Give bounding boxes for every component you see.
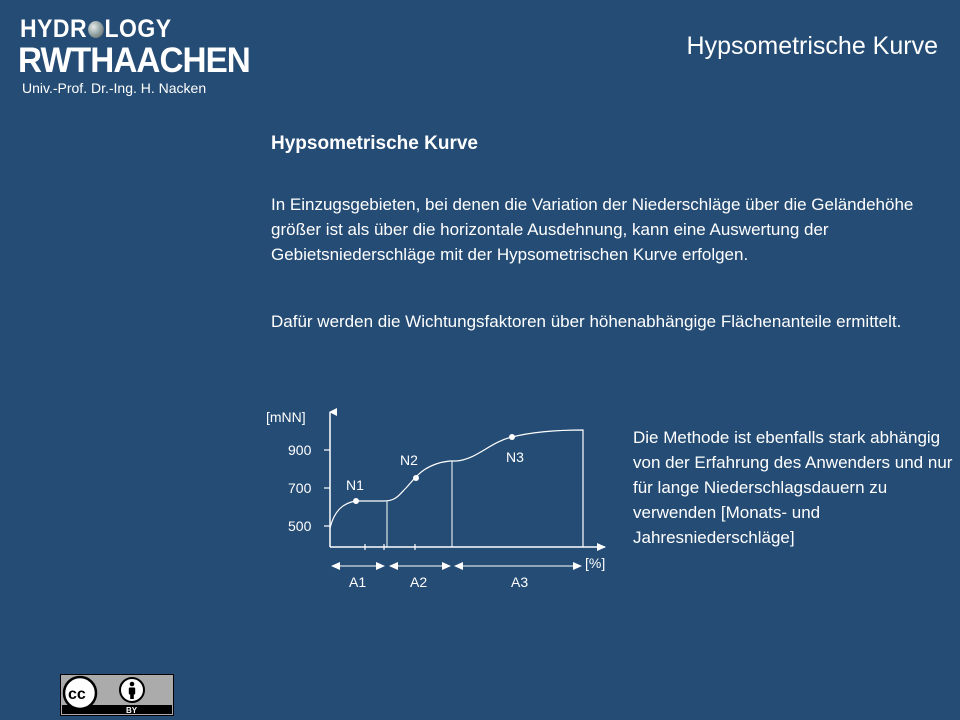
point-n3-label: N3: [506, 449, 524, 465]
logo-hydrology-text: [20, 14, 172, 44]
globe-icon: [88, 21, 104, 38]
x-axis-unit-label: [%]: [585, 555, 606, 571]
rwth-hydrology-logo: [18, 14, 250, 100]
point-n1-marker: [353, 498, 359, 504]
logo-rwth-aachen-text: RWTHAACHEN: [18, 41, 250, 80]
weighting-paragraph: Dafür werden die Wichtungsfaktoren über höhenabhängige Flächenanteile ermittelt.: [271, 312, 902, 331]
area-a3-label: A3: [511, 574, 529, 590]
logo-hydro-part: HYDR: [20, 15, 88, 43]
y-tick-label-500: 500: [288, 518, 312, 534]
hypsometric-curve: [330, 430, 583, 547]
area-a2-label: A2: [410, 574, 428, 590]
cc-icon-label: cc: [68, 686, 86, 703]
method-note-text: Die Methode ist ebenfalls stark abhängig von der Erfahrung des Anwenders und nur für lange Niederschlagsdauern zu verwenden [Monats- und Jahresniederschläge]: [633, 428, 953, 547]
section-title: Hypsometrische Kurve: [271, 133, 478, 154]
point-n2-label: N2: [400, 452, 418, 468]
point-n3-marker: [509, 434, 515, 440]
slide-header-title: Hypsometrische Kurve: [686, 32, 938, 60]
professor-name: Univ.-Prof. Dr.-Ing. H. Nacken: [22, 80, 207, 96]
area-a1-label: A1: [349, 574, 367, 590]
by-label: BY: [126, 706, 138, 715]
point-n1-label: N1: [346, 477, 364, 493]
hypsometric-curve-diagram: [260, 400, 620, 600]
y-tick-label-700: 700: [288, 480, 312, 496]
y-tick-label-900: 900: [288, 442, 312, 458]
y-axis-unit-label: [mNN]: [266, 409, 306, 425]
intro-paragraph: In Einzugsgebieten, bei denen die Variation der Niederschläge über die Geländehöhe größer ist als über die horizontale Ausdehnung, kann eine Auswertung der Gebietsniederschläge mit der Hypsometrischen Kurve erfolgen.: [271, 195, 914, 264]
point-n2-marker: [413, 475, 419, 481]
cc-by-license-badge[interactable]: [60, 674, 174, 716]
logo-logy-part: LOGY: [104, 15, 172, 43]
